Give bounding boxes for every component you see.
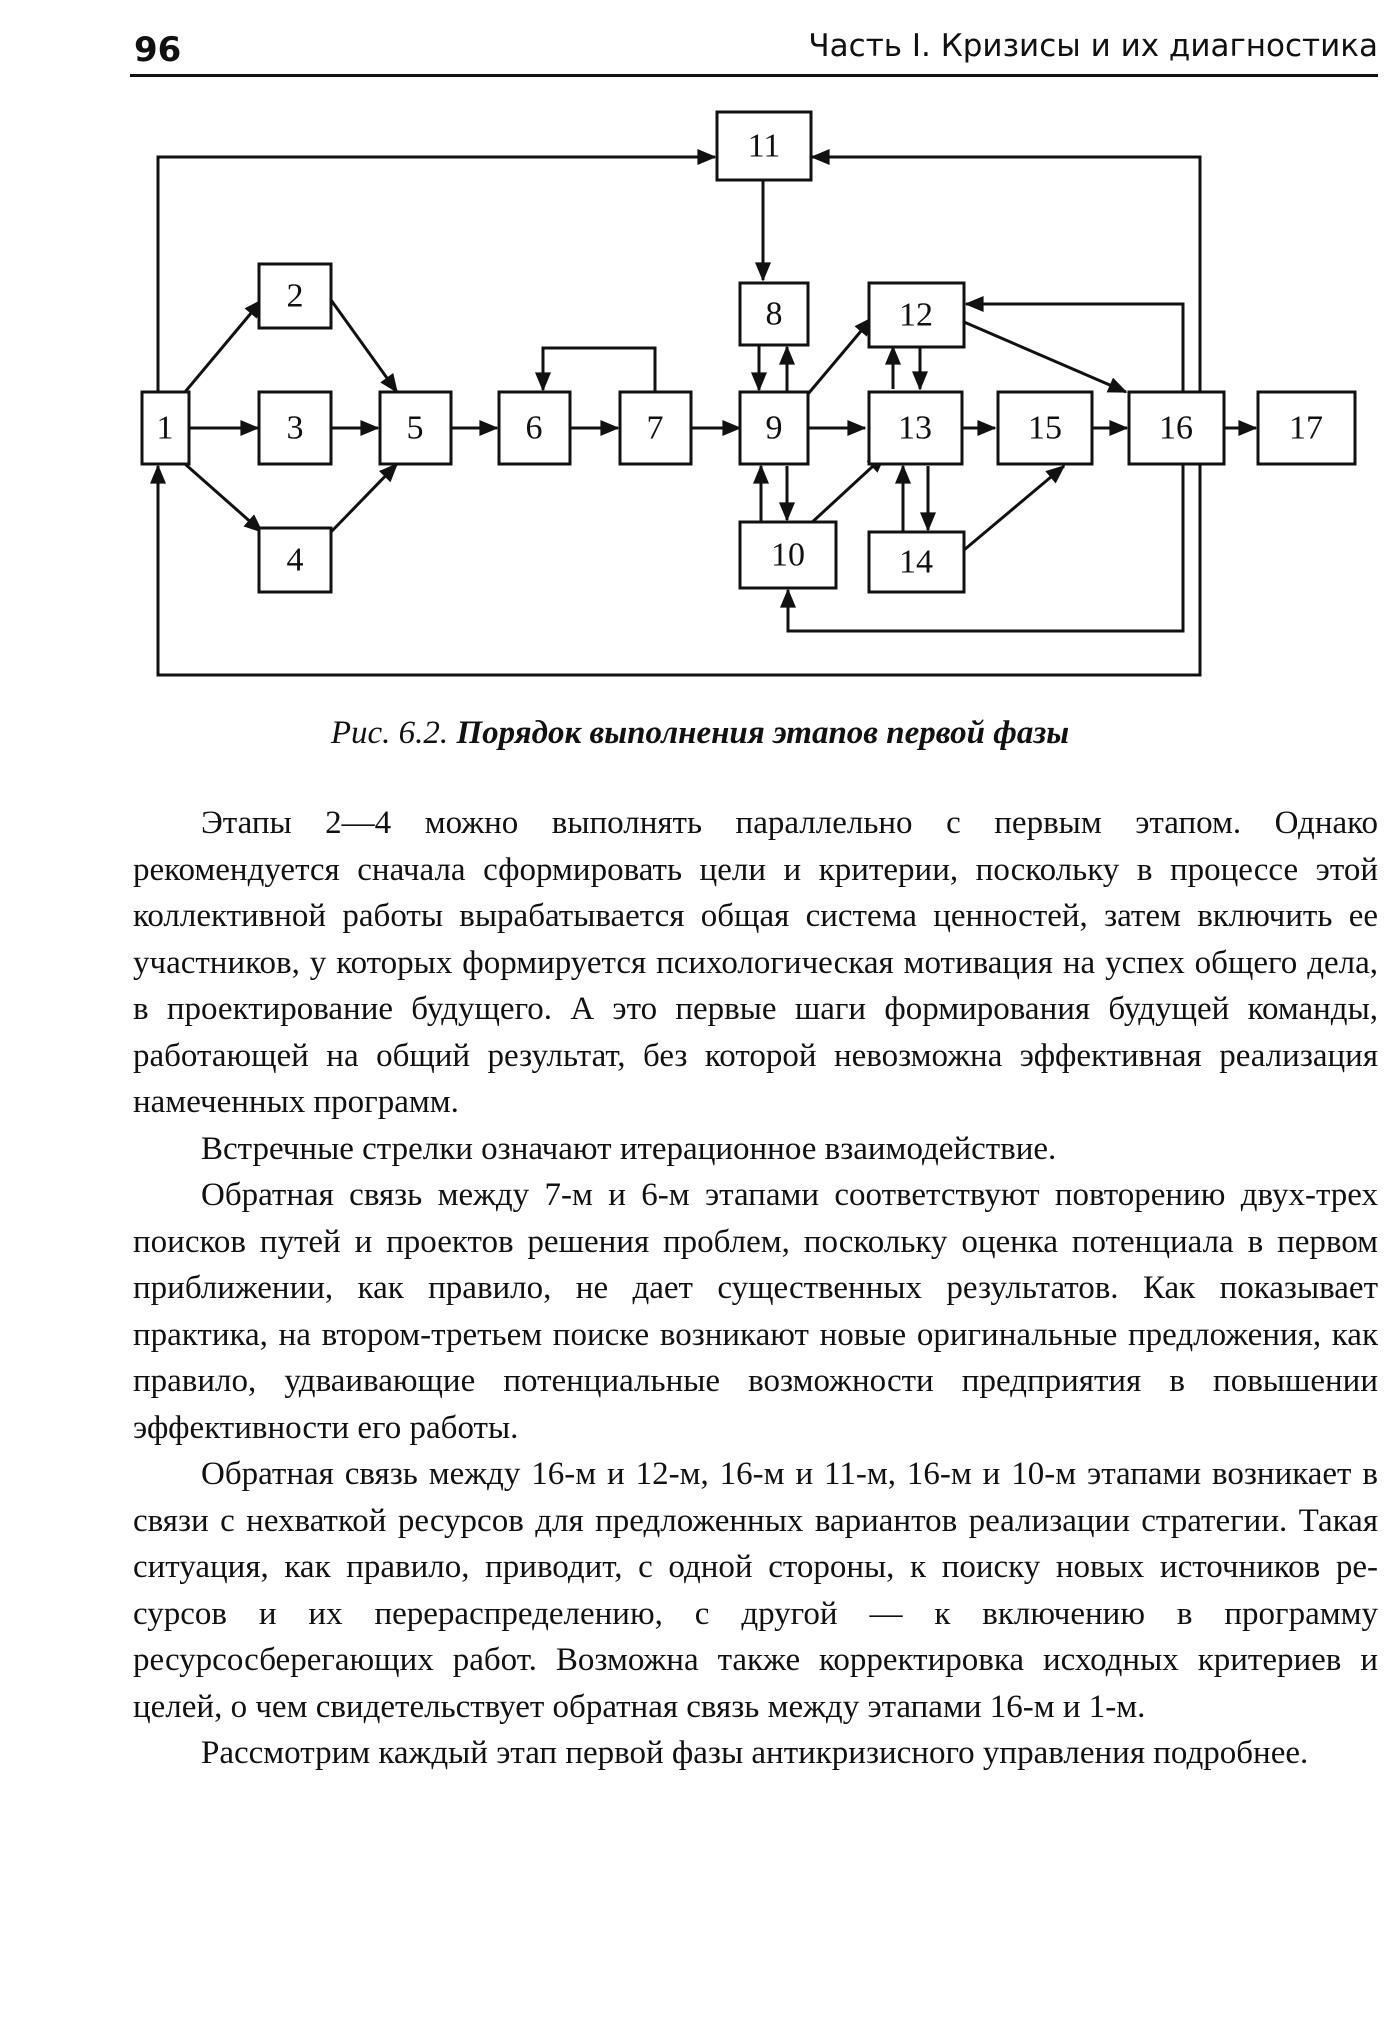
caption-title: Порядок выполнения этапов первой фазы [456, 715, 1070, 751]
caption-prefix: Рис. 6.2. [330, 715, 449, 751]
svg-text:3: 3 [286, 409, 304, 447]
paragraph: Этапы 2—4 можно выполнять параллельно с первым этапом. Однако рекомендуется сначала сформировать цели и критерии, поскольку в процессе этой коллективной работы вырабатывается общая система ценностей, затем включить ее участников, у которых формируется психологическая мотивация на успех общего дела, в проектирование будущего. А это первые шаги формирования будущей команды, работающей на общий результат, без которой невозможна эффективная реализация намеченных программ. [133, 805, 1378, 1120]
paragraph: Обратная связь между 16-м и 12-м, 16-м и 11-м, 16-м и 10-м этапами возникает в связи с нехваткой ресурсов для предложенных вариантов реализации стратегии. Такая ситуация, как правило, приводит, с одной стороны, к поиску новых источников ресурсов и их перераспределению, с другой — к включению в программу ресурсосберегающих работ. Возможна также корректировка исходных критериев и целей, о чем свидетельствует обратная связь между этапами 16-м и 1-м. [133, 1456, 1378, 1725]
flowchart-diagram [0, 0, 1400, 720]
node-5 [380, 392, 451, 464]
svg-text:13: 13 [898, 409, 932, 447]
svg-text:6: 6 [525, 409, 543, 447]
svg-text:2: 2 [286, 277, 304, 315]
node-7 [620, 392, 691, 464]
node-15 [998, 392, 1092, 464]
svg-text:9: 9 [765, 409, 783, 447]
svg-text:5: 5 [406, 409, 424, 447]
node-8 [740, 283, 808, 345]
node-2 [259, 264, 331, 328]
node-1 [142, 392, 189, 464]
node-12 [869, 283, 964, 347]
paragraph: Обратная связь между 7-м и 6-м этапами соответствуют повторению двух-трех поисков путей и проектов решения проблем, поскольку оценка потенциала в первом приближении, как правило, не дает существенных результатов. Как показывает практика, на втором-третьем поиске возникают новые оригинальные предложения, как правило, удваивающие потенциальные возможности предприятия в повышении эффективности его работы. [133, 1177, 1378, 1446]
node-10 [740, 522, 836, 588]
svg-text:12: 12 [899, 296, 933, 334]
page-number: 96 [134, 30, 182, 70]
svg-text:7: 7 [646, 409, 664, 447]
svg-text:4: 4 [286, 541, 304, 579]
node-9 [740, 392, 808, 464]
node-14 [869, 532, 964, 592]
node-4 [259, 528, 331, 592]
paragraph: Встречные стрелки означают итерационное взаимодействие. [201, 1130, 1057, 1167]
svg-text:17: 17 [1289, 409, 1323, 447]
svg-text:16: 16 [1159, 409, 1193, 447]
svg-text:15: 15 [1028, 409, 1062, 447]
body-text [133, 800, 1378, 1777]
svg-text:8: 8 [765, 295, 783, 333]
node-3 [259, 392, 331, 464]
node-13 [869, 392, 962, 464]
svg-text:10: 10 [771, 536, 805, 574]
figure-caption [0, 715, 1400, 752]
paragraph: Рассмотрим каждый этап первой фазы антикризисного управления подробнее. [201, 1735, 1309, 1771]
svg-text:1: 1 [156, 409, 174, 447]
running-title: Часть I. Кризисы и их диагностика [808, 28, 1378, 64]
node-6 [499, 392, 570, 464]
node-16 [1129, 392, 1224, 464]
svg-text:14: 14 [899, 543, 933, 581]
svg-text:11: 11 [747, 127, 781, 165]
node-17 [1258, 392, 1355, 464]
node-11 [717, 112, 811, 180]
